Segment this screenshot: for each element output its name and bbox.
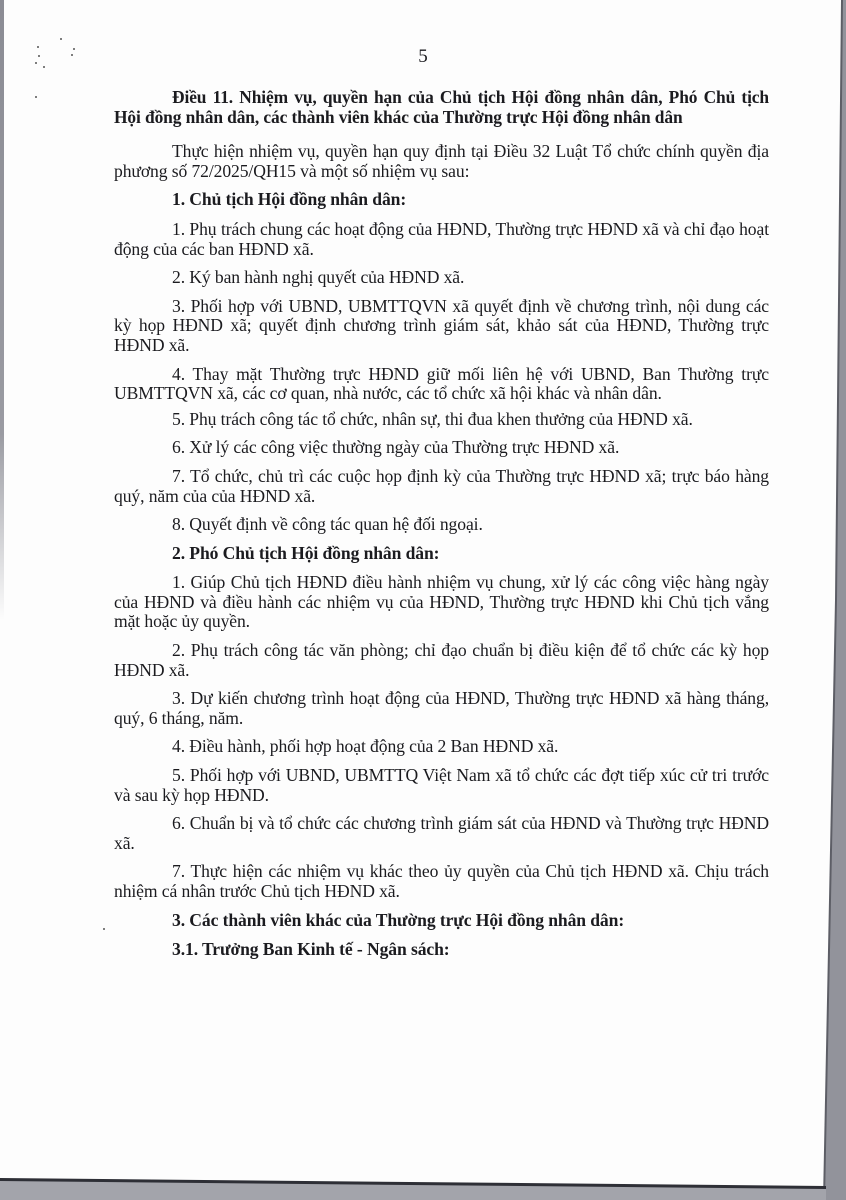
list-item: 2. Ký ban hành nghị quyết của HĐND xã. bbox=[172, 267, 465, 288]
list-item: 4. Thay mặt Thường trực HĐND giữ mối liên hệ với UBND, Ban Thường trực UBMTTQVN xã, các cơ quan, nhà nước, các tổ chức xã hội khác và nhân dân. bbox=[114, 363, 769, 404]
list-item: 3. Phối hợp với UBND, UBMTTQVN xã quyết định về chương trình, nội dung các kỳ họp HĐND xã; quyết định chương trình giám sát, khảo sát của HĐND, Thường trực HĐND xã. bbox=[114, 295, 769, 355]
scan-speck bbox=[35, 96, 37, 98]
list-item: 6. Xử lý các công việc thường ngày của Thường trực HĐND xã. bbox=[172, 437, 620, 458]
list-item: 7. Thực hiện các nhiệm vụ khác theo ủy quyền của Chủ tịch HĐND xã. Chịu trách nhiệm cá nhân trước Chủ tịch HĐND xã. bbox=[114, 861, 769, 901]
section-heading: 1. Chủ tịch Hội đồng nhân dân: bbox=[172, 189, 407, 210]
article-title: Điều 11. Nhiệm vụ, quyền hạn của Chủ tịch Hội đồng nhân dân, Phó Chủ tịch Hội đồng nhân dân, các thành viên khác của Thường trực Hội đồng nhân dân bbox=[114, 87, 769, 127]
list-item: 8. Quyết định về công tác quan hệ đối ngoại. bbox=[172, 514, 483, 535]
scan-edge-right bbox=[816, 0, 846, 1200]
scan-speck bbox=[103, 928, 105, 930]
list-item: 6. Chuẩn bị và tổ chức các chương trình giám sát của HĐND và Thường trực HĐND xã. bbox=[114, 813, 769, 853]
section-heading: 3. Các thành viên khác của Thường trực Hội đồng nhân dân: bbox=[172, 909, 625, 930]
list-item: 1. Phụ trách chung các hoạt động của HĐND, Thường trực HĐND xã và chỉ đạo hoạt động của các ban HĐND xã. bbox=[114, 218, 769, 259]
list-item: 3. Dự kiến chương trình hoạt động của HĐND, Thường trực HĐND xã hàng tháng, quý, 6 tháng, năm. bbox=[114, 688, 769, 728]
list-item: 7. Tổ chức, chủ trì các cuộc họp định kỳ của Thường trực HĐND xã; trực báo hàng quý, năm của của HĐND xã. bbox=[114, 465, 769, 506]
list-item: 4. Điều hành, phối hợp hoạt động của 2 Ban HĐND xã. bbox=[172, 736, 559, 757]
page-number: 5 bbox=[418, 46, 428, 67]
scan-speck bbox=[60, 38, 62, 40]
list-item: 5. Phối hợp với UBND, UBMTTQ Việt Nam xã tổ chức các đợt tiếp xúc cử tri trước và sau kỳ họp HĐND. bbox=[114, 765, 769, 805]
list-item: 2. Phụ trách công tác văn phòng; chỉ đạo chuẩn bị điều kiện để tổ chức các kỳ họp HĐND xã. bbox=[114, 640, 769, 680]
scan-edge-left bbox=[0, 0, 4, 620]
document-body bbox=[114, 88, 769, 970]
subsection-heading: 3.1. Trưởng Ban Kinh tế - Ngân sách: bbox=[172, 939, 450, 960]
list-item: 1. Giúp Chủ tịch HĐND điều hành nhiệm vụ chung, xử lý các công việc hàng ngày của HĐND và điều hành các nhiệm vụ của HĐND, Thường trực HĐND khi Chủ tịch vắng mặt hoặc ủy quyền. bbox=[114, 572, 769, 632]
section-heading: 2. Phó Chủ tịch Hội đồng nhân dân: bbox=[172, 542, 440, 563]
article-intro: Thực hiện nhiệm vụ, quyền hạn quy định tại Điều 32 Luật Tổ chức chính quyền địa phương số 72/2025/QH15 và một số nhiệm vụ sau: bbox=[114, 141, 769, 181]
list-item: 5. Phụ trách công tác tổ chức, nhân sự, thi đua khen thưởng của HĐND xã. bbox=[172, 408, 693, 429]
